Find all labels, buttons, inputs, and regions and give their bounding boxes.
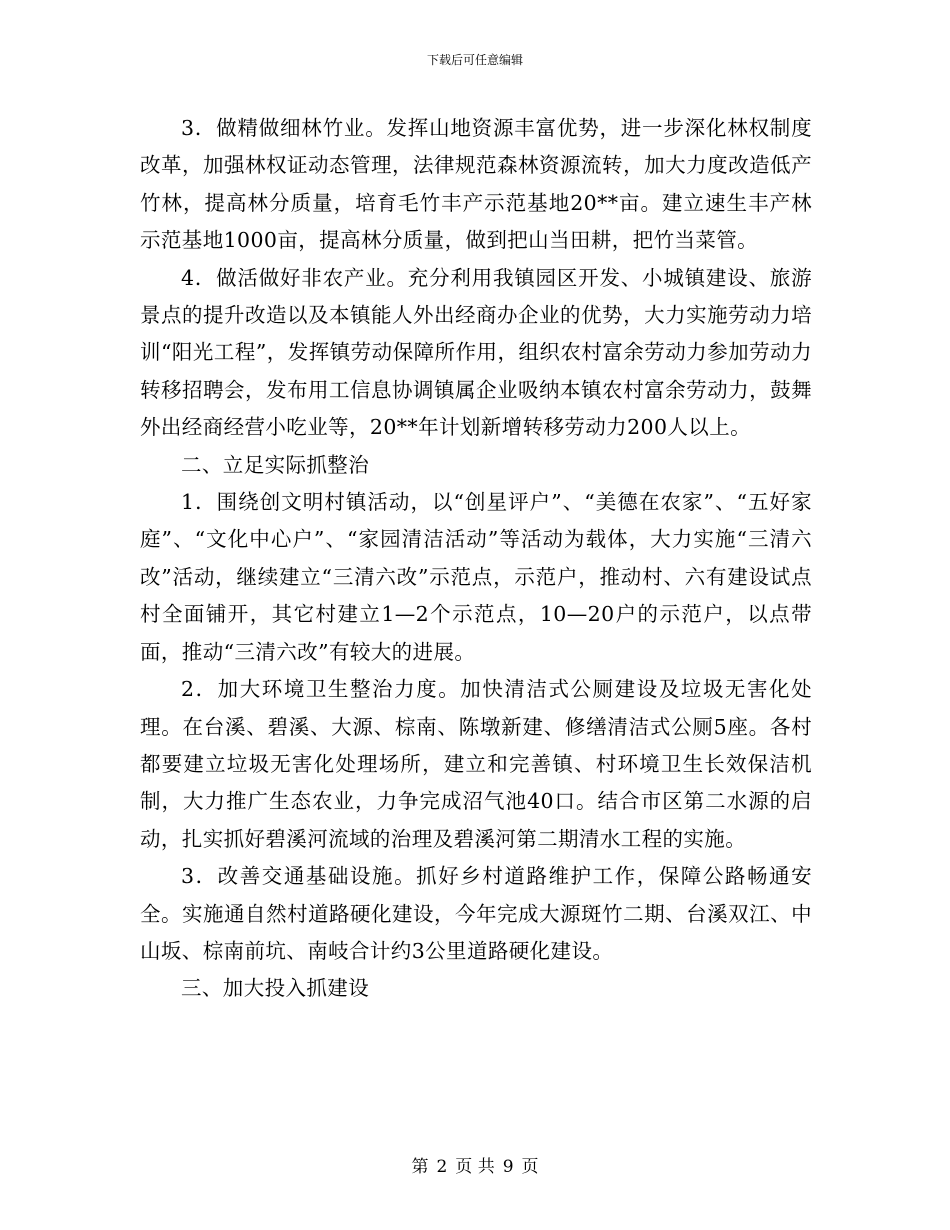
footer-middle: 页 共 [455, 1157, 495, 1177]
section-heading-rectification: 二、立足实际抓整治 [181, 452, 370, 477]
paragraph-civilized-village: 1．围绕创文明村镇活动，以“创星评户”、“美德在农家”、“五好家庭”、“文化中心户”、“家园清洁活动”等活动为载体，大力实施“三清六改”活动，继续建立“三清六改”示范点，示范户，推动村、六有建设试点村全面铺开，其它村建立1—2个示范点，10—20户的示范户，以点带面，推动“三清六改”有较大的进展。 [140, 490, 812, 664]
footer-prefix: 第 [411, 1157, 429, 1177]
page-footer [0, 1156, 950, 1178]
footer-total-pages: 9 [502, 1157, 514, 1177]
footer-current-page: 2 [436, 1157, 448, 1177]
paragraph-forestry: 3．做精做细林竹业。发挥山地资源丰富优势，进一步深化林权制度改革，加强林权证动态管理，法律规范森林资源流转，加大力度改造低产竹林，提高林分质量，培育毛竹丰产示范基地20**亩。建立速生丰产林示范基地1000亩，提高林分质量，做到把山当田耕，把竹当菜管。 [140, 116, 812, 253]
section-heading-investment: 三、加大投入抓建设 [181, 976, 370, 1001]
paragraph-sanitation: 2．加大环境卫生整治力度。加快清洁式公厕建设及垃圾无害化处理。在台溪、碧溪、大源、棕南、陈墩新建、修缮清洁式公厕5座。各村都要建立垃圾无害化处理场所，建立和完善镇、村环境卫生长效保洁机制，大力推广生态农业，力争完成沼气池40口。结合市区第二水源的启动，扎实抓好碧溪河流域的治理及碧溪河第二期清水工程的实施。 [140, 677, 812, 851]
document-body [140, 110, 812, 1008]
page-header-note: 下载后可任意编辑 [426, 53, 523, 67]
paragraph-non-agricultural: 4．做活做好非农产业。充分利用我镇园区开发、小城镇建设、旅游景点的提升改造以及本镇能人外出经商办企业的优势，大力实施劳动力培训“阳光工程”，发挥镇劳动保障所作用，组织农村富余劳动力参加劳动力转移招聘会，发布用工信息协调镇属企业吸纳本镇农村富余劳动力，鼓舞外出经商经营小吃业等，20**年计划新增转移劳动力200人以上。 [140, 265, 812, 440]
footer-suffix: 页 [521, 1157, 539, 1177]
paragraph-transport: 3．改善交通基础设施。抓好乡村道路维护工作，保障公路畅通安全。实施通自然村道路硬化建设，今年完成大源斑竹二期、台溪双江、中山坂、棕南前坑、南岐合计约3公里道路硬化建设。 [140, 864, 812, 963]
